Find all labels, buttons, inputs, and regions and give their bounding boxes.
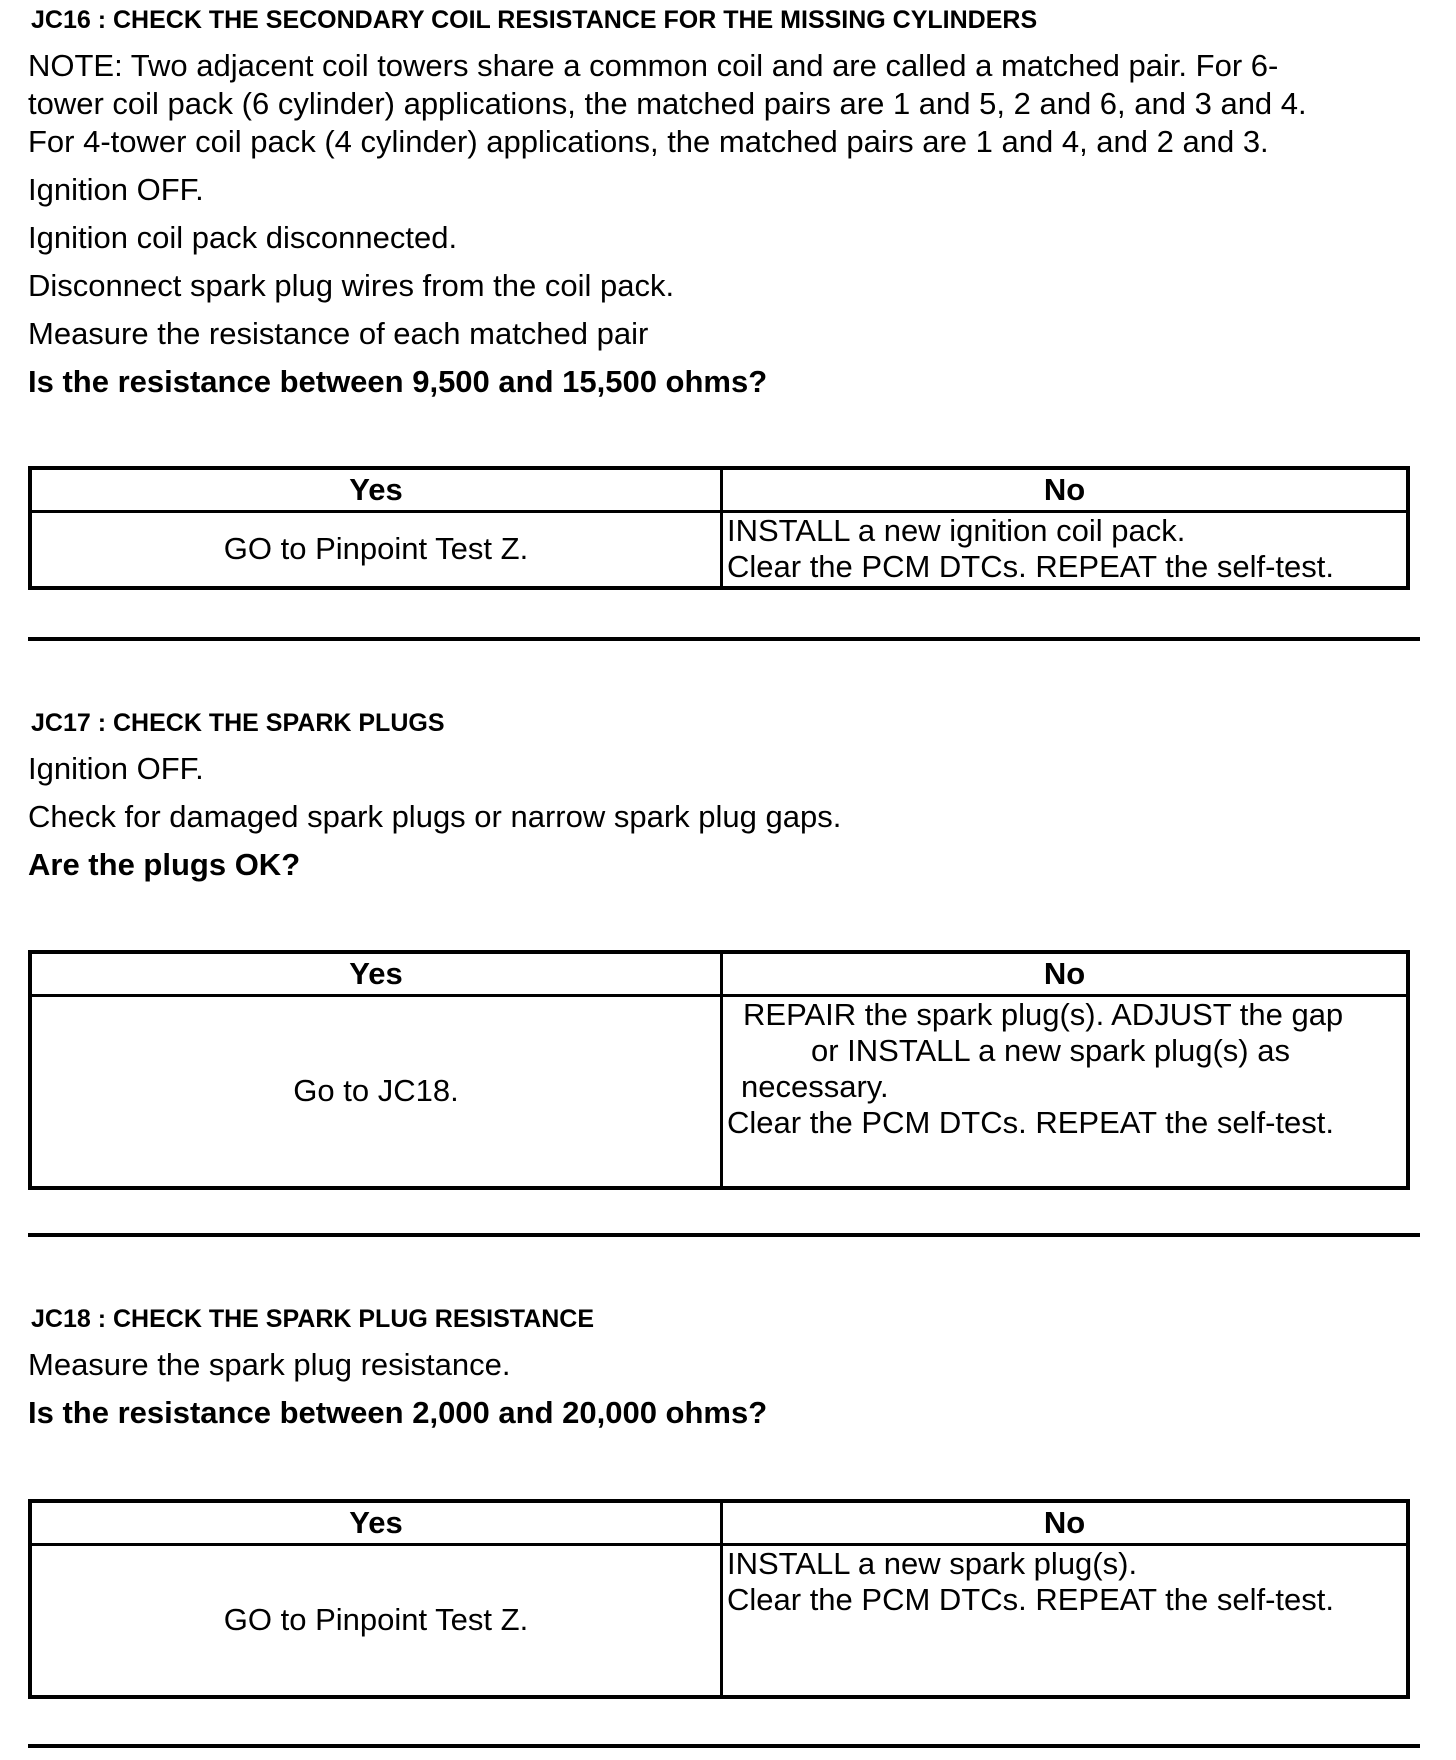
step-instruction: Disconnect spark plug wires from the coil pack. <box>28 268 675 303</box>
step-instruction: Measure the resistance of each matched pair <box>28 316 649 351</box>
answer-table-jc16 <box>28 466 1410 590</box>
step-jc18 <box>28 1305 1418 1432</box>
step-question: Is the resistance between 9,500 and 15,500 ohms? <box>28 364 768 399</box>
no-action <box>722 1545 1409 1697</box>
no-action-line: Clear the PCM DTCs. REPEAT the self-test. <box>727 1582 1334 1617</box>
step-instruction: Ignition OFF. <box>28 751 204 786</box>
no-action-line: necessary. <box>741 1069 889 1104</box>
yes-action: Go to JC18. <box>30 996 722 1188</box>
no-action-line: REPAIR the spark plug(s). ADJUST the gap <box>743 997 1344 1032</box>
no-action-line: INSTALL a new spark plug(s). <box>727 1546 1138 1581</box>
step-instruction: Ignition OFF. <box>28 172 204 207</box>
step-instruction: Measure the spark plug resistance. <box>28 1347 511 1382</box>
no-action-line: Clear the PCM DTCs. REPEAT the self-test. <box>727 1105 1334 1140</box>
yes-action: GO to Pinpoint Test Z. <box>30 512 722 588</box>
answer-table-jc18 <box>28 1499 1410 1699</box>
step-heading: JC18 : CHECK THE SPARK PLUG RESISTANCE <box>31 1305 595 1333</box>
no-action <box>722 996 1409 1188</box>
no-header: No <box>722 952 1409 996</box>
yes-action: GO to Pinpoint Test Z. <box>30 1545 722 1697</box>
no-action-line: or INSTALL a new spark plug(s) as <box>811 1033 1290 1068</box>
step-heading: JC16 : CHECK THE SECONDARY COIL RESISTANCE FOR THE MISSING CYLINDERS <box>31 6 1038 34</box>
note-text <box>28 47 1418 161</box>
answer-table-jc17 <box>28 950 1410 1190</box>
yes-header: Yes <box>30 952 722 996</box>
step-jc16 <box>28 6 1418 401</box>
note-line: NOTE: Two adjacent coil towers share a common coil and are called a matched pair. For 6- <box>28 48 1279 83</box>
section-divider <box>28 1744 1420 1748</box>
yes-header: Yes <box>30 1501 722 1545</box>
yes-header: Yes <box>30 468 722 512</box>
note-line: tower coil pack (6 cylinder) applications, the matched pairs are 1 and 5, 2 and 6, and 3 and 4. <box>28 86 1307 121</box>
section-divider <box>28 1233 1420 1237</box>
no-action-line: INSTALL a new ignition coil pack. <box>727 513 1186 548</box>
step-question: Are the plugs OK? <box>28 847 301 882</box>
step-instruction: Ignition coil pack disconnected. <box>28 220 458 255</box>
no-header: No <box>722 1501 1409 1545</box>
step-heading: JC17 : CHECK THE SPARK PLUGS <box>31 709 445 737</box>
step-jc17 <box>28 709 1418 884</box>
section-divider <box>28 637 1420 641</box>
step-instruction: Check for damaged spark plugs or narrow spark plug gaps. <box>28 799 842 834</box>
note-line: For 4-tower coil pack (4 cylinder) applications, the matched pairs are 1 and 4, and 2 and 3. <box>28 124 1269 159</box>
step-question: Is the resistance between 2,000 and 20,000 ohms? <box>28 1395 768 1430</box>
no-header: No <box>722 468 1409 512</box>
no-action-line: Clear the PCM DTCs. REPEAT the self-test. <box>727 549 1334 584</box>
no-action <box>722 512 1409 588</box>
